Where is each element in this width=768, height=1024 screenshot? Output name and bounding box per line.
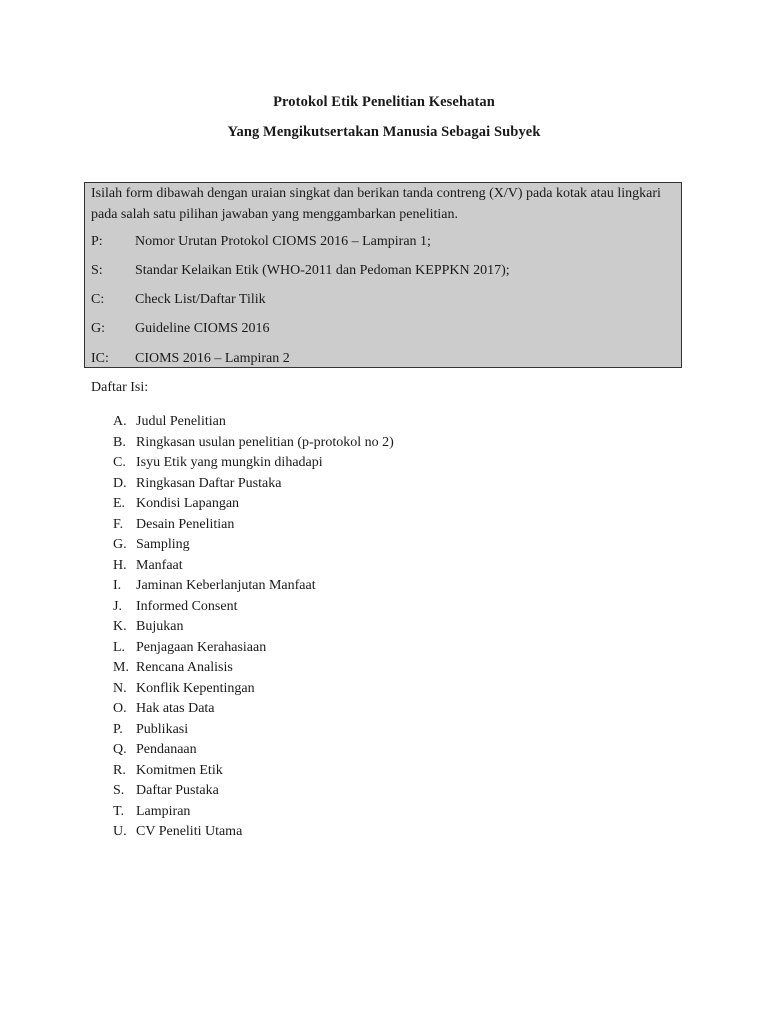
legend-desc: Guideline CIOMS 2016 [135, 321, 270, 336]
toc-item-letter: T. [113, 803, 125, 819]
legend-code: G: [91, 321, 105, 336]
document-subtitle: Yang Mengikutsertakan Manusia Sebagai Subyek [227, 124, 541, 140]
toc-item-letter: C. [113, 455, 126, 470]
legend-row-p [91, 233, 431, 251]
toc-item-text: Ringkasan Daftar Pustaka [136, 475, 282, 491]
toc-item-letter: L. [113, 639, 126, 655]
toc-item-text: Ringkasan usulan penelitian (p-protokol no 2) [136, 434, 394, 450]
toc-item-text: Daftar Pustaka [136, 783, 219, 798]
toc-item-text: Jaminan Keberlanjutan Manfaat [136, 578, 316, 593]
toc-item-text: Sampling [136, 537, 190, 552]
toc-item-letter: P. [113, 721, 123, 737]
toc-item-letter: I. [113, 578, 122, 593]
toc-item-text: Kondisi Lapangan [136, 496, 240, 511]
instruction-box [84, 182, 682, 368]
legend-desc: Check List/Daftar Tilik [135, 292, 266, 307]
legend-code: S: [91, 263, 103, 278]
document-title: Protokol Etik Penelitian Kesehatan [273, 94, 495, 110]
toc-item-text: Manfaat [136, 557, 183, 573]
toc-item-text: Lampiran [136, 803, 191, 819]
legend-code: C: [91, 292, 105, 307]
toc-item-text: Pendanaan [136, 742, 197, 757]
legend-code: P: [91, 234, 103, 249]
toc-item-letter: Q. [113, 742, 127, 757]
toc-item-text: Komitmen Etik [136, 762, 223, 778]
toc-item-letter: H. [113, 557, 127, 573]
toc-item-letter: M. [113, 660, 129, 675]
toc-item-letter: G. [113, 537, 127, 552]
legend-row-ic [91, 350, 290, 368]
toc-item-text: Desain Penelitian [136, 516, 235, 532]
toc-item-text: Konflik Kepentingan [136, 680, 255, 696]
toc-item-text: Judul Penelitian [136, 414, 226, 429]
toc-item-letter: U. [113, 824, 127, 839]
toc-item-text: Rencana Analisis [136, 660, 233, 675]
legend-desc: Standar Kelaikan Etik (WHO-2011 dan Pedoman KEPPKN 2017); [135, 263, 510, 278]
toc-item-text: Hak atas Data [136, 701, 215, 716]
toc-heading: Daftar Isi: [91, 380, 149, 395]
toc-item-letter: K. [113, 619, 127, 634]
toc-item-letter: B. [113, 434, 126, 450]
instruction-text: Isilah form dibawah dengan uraian singkat dan berikan tanda contreng (X/V) pada kotak atau lingkari pada salah satu pilihan jawaban yang menggambarkan penelitian. [91, 186, 661, 222]
legend-row-g [91, 320, 270, 338]
toc-item-text: Bujukan [136, 619, 184, 634]
toc-item-letter: J. [113, 598, 122, 614]
legend-row-c [91, 291, 266, 309]
toc-item-letter: D. [113, 475, 127, 491]
toc-item-text: CV Peneliti Utama [136, 824, 243, 839]
legend-desc: Nomor Urutan Protokol CIOMS 2016 – Lampiran 1; [135, 234, 431, 249]
toc-item-text: Isyu Etik yang mungkin dihadapi [136, 455, 323, 470]
toc-item-letter: O. [113, 701, 127, 716]
toc-item-letter: R. [113, 762, 126, 778]
toc-item-letter: F. [113, 516, 124, 532]
legend-code: IC: [91, 351, 109, 366]
toc-item-text: Publikasi [136, 721, 189, 737]
toc-item-text: Penjagaan Kerahasiaan [136, 639, 267, 655]
toc-item-letter: A. [113, 414, 127, 429]
toc-item-letter: S. [113, 783, 125, 798]
legend-desc: CIOMS 2016 – Lampiran 2 [135, 351, 290, 366]
toc-item-letter: N. [113, 680, 127, 696]
toc-item-letter: E. [113, 496, 126, 511]
toc-item-text: Informed Consent [136, 598, 238, 614]
legend-row-s [91, 262, 510, 280]
